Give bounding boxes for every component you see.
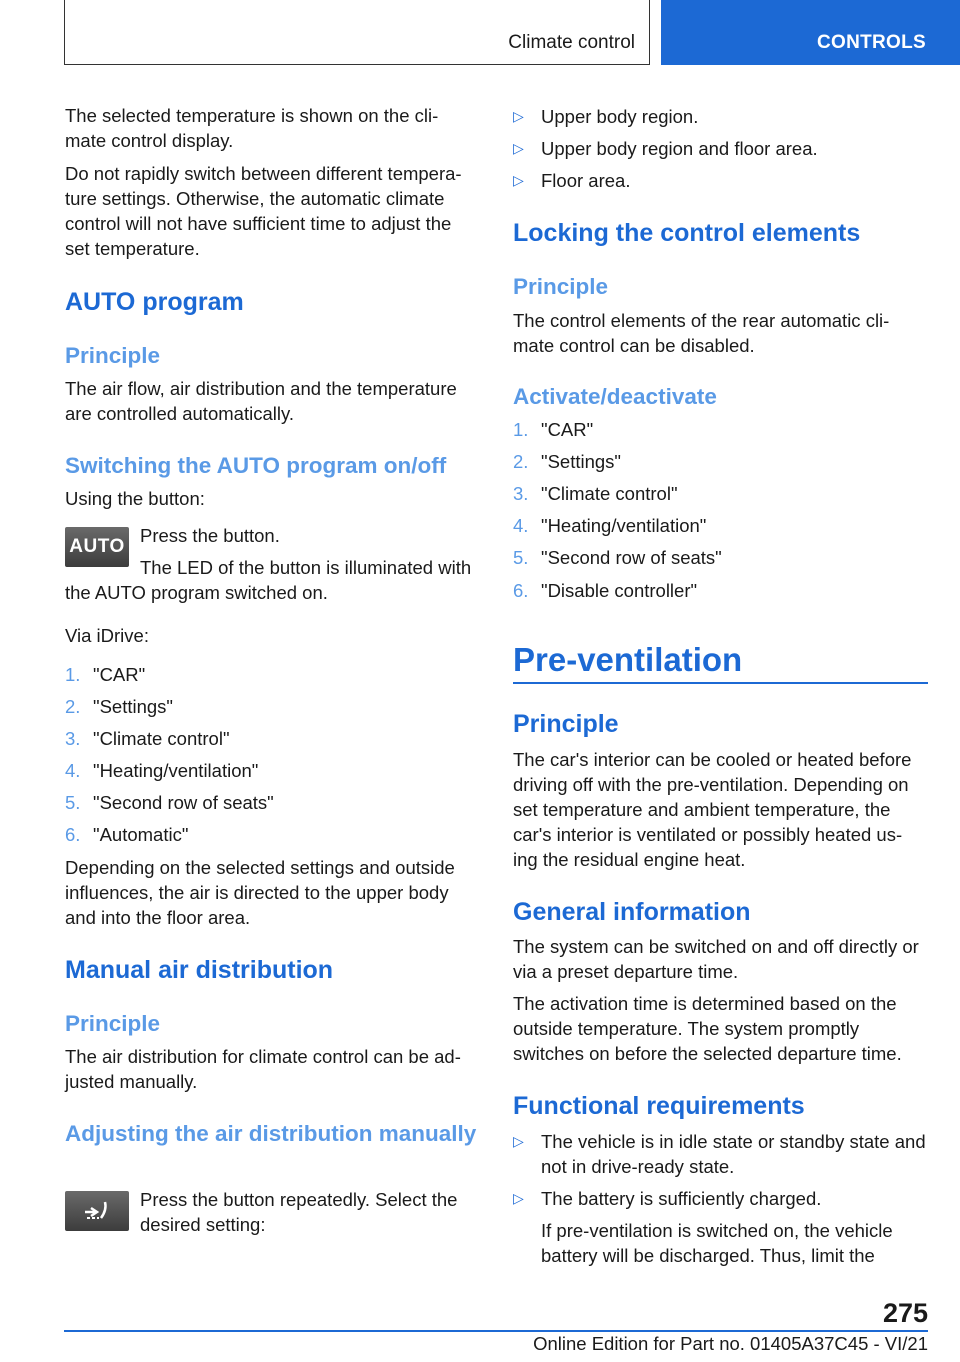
paragraph-display: The selected temperature is shown on the cli‐ mate control display.	[65, 105, 439, 151]
paragraph-via-idrive: Via iDrive:	[65, 625, 149, 646]
paragraph-air-directed: Depending on the selected settings and outside influences, the air is directed to the upper body and into the floor area.	[65, 857, 455, 928]
auto-button-label: AUTO	[69, 536, 125, 557]
header-section-box	[64, 0, 650, 65]
paragraph-locking-principle: The control elements of the rear automatic cli‐ mate control can be disabled.	[513, 310, 890, 356]
heading-general-info: General information	[513, 898, 751, 926]
triangle-bullet-icon: ▷	[513, 140, 524, 156]
paragraph-switch-on-off: The system can be switched on and off directly or via a preset departure time.	[513, 936, 919, 982]
air-distribution-button-icon	[65, 1191, 129, 1231]
triangle-bullet-icon: ▷	[513, 1190, 524, 1206]
heading-locking: Locking the control elements	[513, 219, 861, 247]
paragraph-switch-warning: Do not rapidly switch between different tempera‐ ture settings. Otherwise, the automatic climate control will not have sufficient time to adjust the set temperature.	[65, 163, 462, 259]
heading-activate: Activate/deactivate	[513, 384, 717, 409]
header-section-title: Climate control	[508, 32, 635, 53]
triangle-bullet-icon: ▷	[513, 108, 524, 124]
paragraph-auto-principle: The air flow, air distribution and the temperature are controlled automatically.	[65, 378, 457, 424]
page-number: 275	[882, 1298, 928, 1328]
air-distribution-icon	[77, 1198, 117, 1224]
heading-principle: Principle	[65, 343, 161, 368]
paragraph-press-repeat: Press the button repeatedly. Select the desired setting:	[140, 1189, 458, 1235]
heading-pre-ventilation: Pre-ventilation	[513, 641, 743, 678]
heading-principle: Principle	[65, 1011, 161, 1036]
paragraph-battery-note: If pre-ventilation is switched on, the vehicle battery will be discharged. Thus, limit the	[541, 1220, 893, 1266]
paragraph-led: The LED of the button is illuminated with the AUTO program switched on.	[65, 557, 472, 603]
footer-edition: Online Edition for Part no. 01405A37C45 - VI/21	[533, 1333, 928, 1354]
heading-principle: Principle	[513, 710, 619, 738]
footer-divider	[64, 1330, 928, 1332]
heading-principle: Principle	[513, 274, 609, 299]
heading-manual-air: Manual air distribution	[65, 956, 334, 984]
paragraph-using-button: Using the button:	[65, 488, 205, 509]
section-divider	[513, 682, 928, 684]
header-chapter-title: CONTROLS	[816, 32, 926, 53]
heading-auto-program: AUTO program	[65, 288, 244, 316]
triangle-bullet-icon: ▷	[513, 172, 524, 188]
heading-switching-auto: Switching the AUTO program on/off	[65, 453, 447, 478]
paragraph-activation-time: The activation time is determined based on the outside temperature. The system promptly switches on before the selected departure time.	[513, 993, 902, 1064]
heading-functional-req: Functional requirements	[513, 1092, 805, 1120]
paragraph-manual-principle: The air distribution for climate control can be ad‐ justed manually.	[65, 1046, 461, 1092]
paragraph-press-button: Press the button.	[140, 525, 280, 546]
heading-adjusting-air: Adjusting the air distribution manually	[65, 1121, 477, 1146]
header-chapter-tab	[661, 0, 960, 65]
paragraph-preventilation-principle: The car's interior can be cooled or heated before driving off with the pre-ventilation. Depending on set temperature and ambient temperature, the car's interior is ventilated or possibly heated us‐ ing the residual engine heat.	[513, 749, 912, 870]
triangle-bullet-icon: ▷	[513, 1133, 524, 1149]
